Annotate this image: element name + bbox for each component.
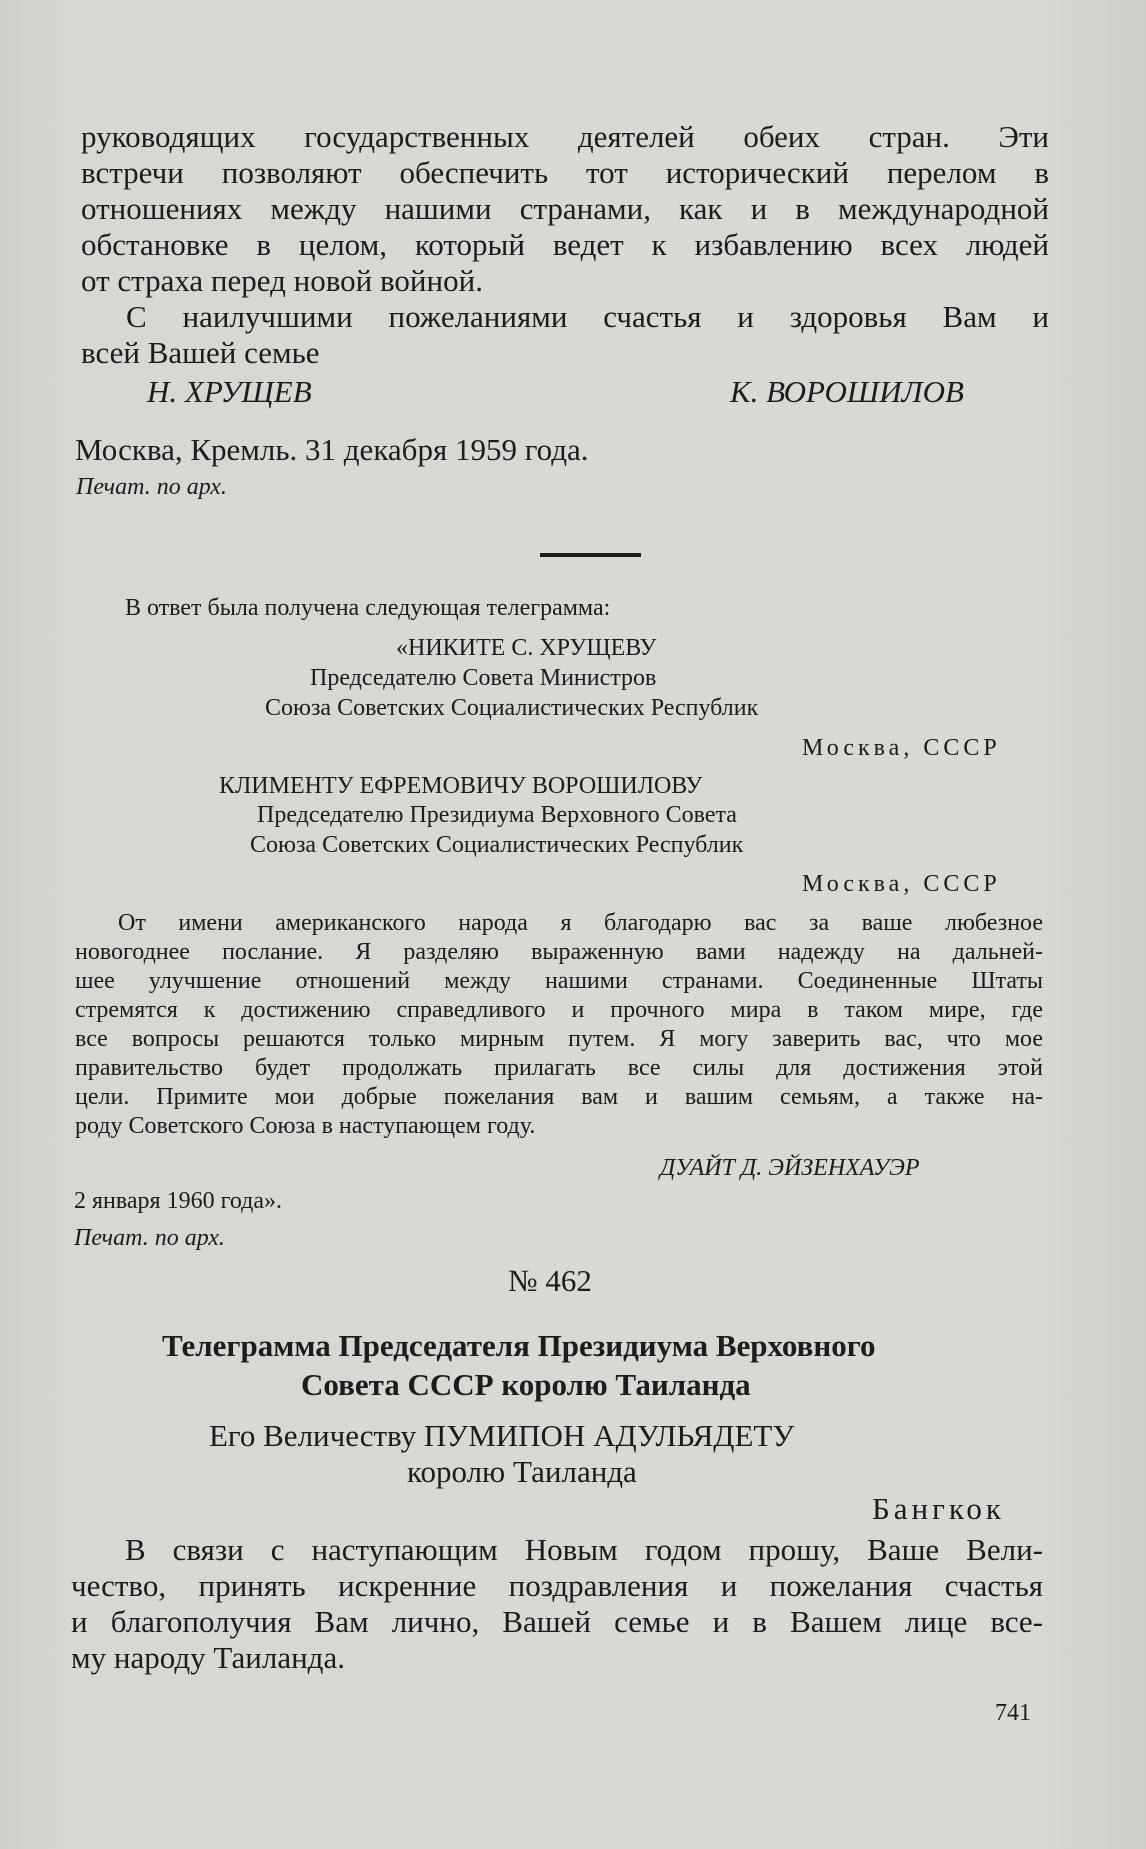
telegram-line: и благополучия Вам лично, Вашей семье и в Вашем лице все- bbox=[71, 1604, 1043, 1639]
addressee-title: королю Таиланда bbox=[407, 1454, 637, 1489]
reply-line: правительство будет продолжать прилагать все силы для достижения этой bbox=[75, 1055, 1043, 1081]
text-line: обстановке в целом, который ведет к избавлению всех людей bbox=[81, 227, 1049, 262]
reply-line: цели. Примите мои добрые пожелания вам и вашим семьям, а также на- bbox=[75, 1084, 1043, 1110]
signature-khrushchev: Н. ХРУЩЕВ bbox=[147, 374, 312, 409]
document-title: Телеграмма Председателя Президиума Верховного bbox=[162, 1328, 876, 1363]
reply-line: новогоднее послание. Я разделяю выраженную вами надежду на дальней- bbox=[75, 939, 1043, 965]
reply-date: 2 января 1960 года». bbox=[74, 1188, 283, 1214]
addressee-king: Его Величеству ПУМИПОН АДУЛЬЯДЕТУ bbox=[209, 1418, 795, 1453]
addressee-title: Союза Советских Социалистических Республик bbox=[265, 695, 759, 721]
addressee-title: Союза Советских Социалистических Республик bbox=[250, 832, 744, 858]
closing-line: всей Вашей семье bbox=[81, 335, 320, 370]
reply-line: стремятся к достижению справедливого и прочного мира в таком мире, где bbox=[75, 997, 1043, 1023]
addressee-title: Председателю Президиума Верховного Совета bbox=[257, 802, 737, 828]
addressee-city: Москва, СССР bbox=[802, 735, 1001, 761]
document-title: Совета СССР королю Таиланда bbox=[301, 1367, 751, 1402]
addressee-name: КЛИМЕНТУ ЕФРЕМОВИЧУ ВОРОШИЛОВУ bbox=[219, 773, 703, 799]
page-number: 741 bbox=[995, 1700, 1031, 1726]
signature-voroshilov: К. ВОРОШИЛОВ bbox=[730, 374, 964, 409]
section-divider bbox=[540, 553, 641, 557]
telegram-line: В связи с наступающим Новым годом прошу, Ваше Вели- bbox=[125, 1532, 1043, 1567]
signature-eisenhower: ДУАЙТ Д. ЭЙЗЕНХАУЭР bbox=[660, 1155, 920, 1181]
reply-intro: В ответ была получена следующая телеграмма: bbox=[125, 595, 611, 621]
telegram-line: му народу Таиланда. bbox=[71, 1640, 345, 1675]
reply-line: все вопросы решаются только мирным путем. Я могу заверить вас, что мое bbox=[75, 1026, 1043, 1052]
document-number: № 462 bbox=[508, 1263, 592, 1298]
addressee-title: Председателю Совета Министров bbox=[310, 665, 657, 691]
telegram-line: чество, принять искренние поздравления и пожелания счастья bbox=[71, 1568, 1043, 1603]
text-line: руководящих государственных деятелей обеих стран. Эти bbox=[81, 119, 1049, 154]
text-line: отношениях между нашими странами, как и в международной bbox=[81, 191, 1049, 226]
reply-line: роду Советского Союза в наступающем году. bbox=[75, 1113, 536, 1139]
text-line: встречи позволяют обеспечить тот исторический перелом в bbox=[81, 155, 1049, 190]
closing-line: С наилучшими пожеланиями счастья и здоровья Вам и bbox=[126, 299, 1049, 334]
source-note: Печат. по арх. bbox=[76, 474, 227, 500]
source-note: Печат. по арх. bbox=[74, 1225, 225, 1251]
text-line: от страха перед новой войной. bbox=[81, 263, 483, 298]
addressee-city: Бангкок bbox=[872, 1491, 1005, 1526]
addressee-city: Москва, СССР bbox=[802, 871, 1001, 897]
reply-line: От имени американского народа я благодарю вас за ваше любезное bbox=[118, 910, 1043, 936]
reply-line: шее улучшение отношений между нашими странами. Соединенные Штаты bbox=[75, 968, 1043, 994]
addressee-name: «НИКИТЕ С. ХРУЩЕВУ bbox=[396, 635, 657, 661]
place-date: Москва, Кремль. 31 декабря 1959 года. bbox=[75, 432, 589, 467]
